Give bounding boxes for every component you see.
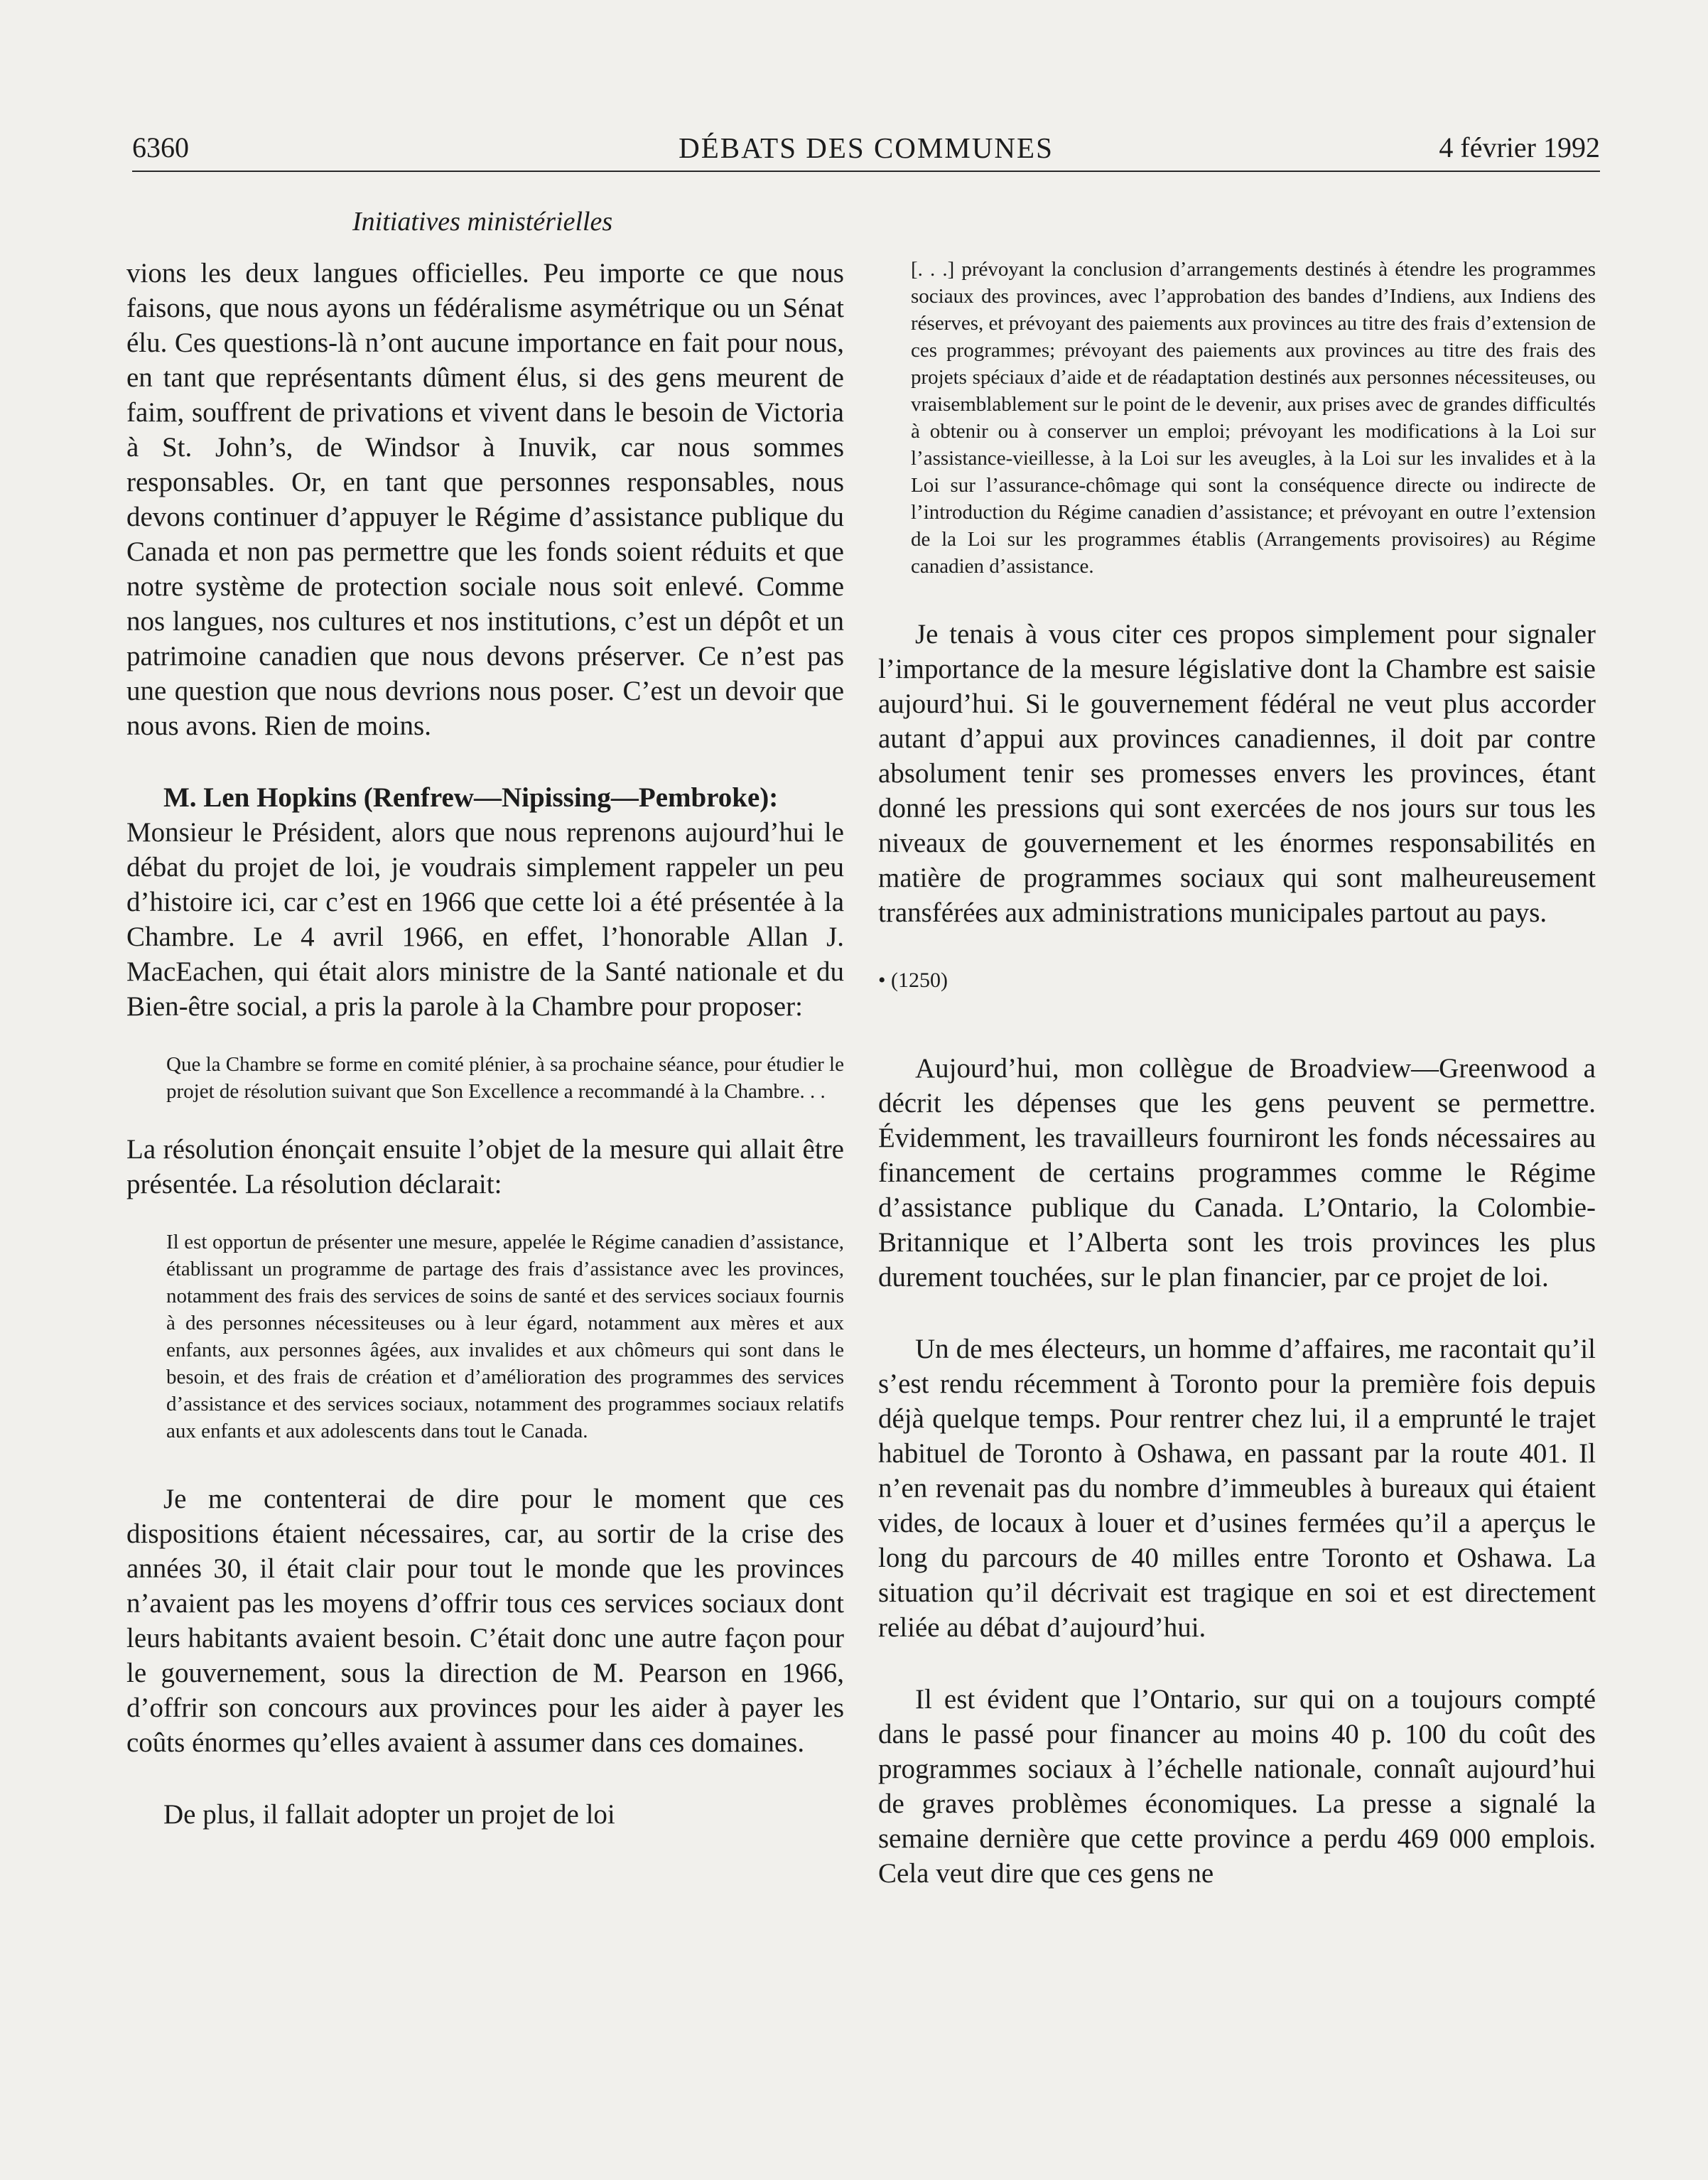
page-number: 6360 (132, 131, 189, 163)
left-column (126, 256, 844, 1832)
speaker-paragraph (126, 780, 844, 815)
time-marker: • (1250) (878, 968, 948, 992)
paragraph: Je tenais à vous citer ces propos simplement pour signaler l’importance de la mesure législative dont la Chambre est saisie aujourd’hui. Si le gouvernement fédéral ne veut plus accorder autant d’appui aux provinces canadiennes, il doit par contre absolument tenir ses promesses envers les provinces, étant donné les pressions qui sont exercées de nos jours sur tous les niveaux de gouvernement et les énormes responsabilités en matière de programmes sociaux qui sont malheureusement transférées aux administrations municipales partout au pays. (878, 619, 1596, 928)
paragraph: Monsieur le Président, alors que nous reprenons aujourd’hui le débat du projet de loi, je voudrais simplement rappeler un peu d’histoire ici, car c’est en 1966 que cette loi a été présentée à la Chambre. Le 4 avril 1966, en effet, l’honorable Allan J. MacEachen, qui était alors ministre de la Santé nationale et du Bien-être social, a pris la parole à la Chambre pour proposer: (126, 817, 844, 1022)
speaker-name: M. Len Hopkins (Renfrew—Nipissing—Pembroke): (163, 782, 779, 813)
paragraph: De plus, il fallait adopter un projet de loi (163, 1799, 615, 1830)
paragraph: Il est évident que l’Ontario, sur qui on a toujours compté dans le passé pour financer au moins 40 p. 100 du coût des programmes sociaux à l’échelle nationale, connaît aujourd’hui de graves problèmes économiques. La presse a signalé la semaine dernière que cette province a perdu 469 000 emplois. Cela veut dire que ces gens ne (878, 1684, 1596, 1889)
issue-date: 4 février 1992 (1439, 131, 1600, 163)
paragraph: Un de mes électeurs, un homme d’affaires, me racontait qu’il s’est rendu récemment à Toronto pour la première fois depuis déjà quelque temps. Pour rentrer chez lui, il a emprunté le trajet habituel de Toronto à Oshawa, en passant par la route 401. Il n’en revenait pas du nombre d’immeubles à bureaux qui étaient vides, de locaux à louer et d’usines fermées qu’il a aperçus le long du parcours de 40 milles entre Toronto et Oshawa. La situation qu’il décrivait est tragique en soi et est directement reliée au débat d’aujourd’hui. (878, 1334, 1596, 1643)
paragraph: Je me contenterai de dire pour le moment que ces dispositions étaient nécessaires, car, au sortir de la crise des années 30, il était clair pour tout le monde que les provinces n’avaient pas les moyens d’offrir tous ces services sociaux dont leurs habitants avaient besoin. C’était donc une autre façon pour le gouvernement, sous la direction de M. Pearson en 1966, d’offrir son concours aux provinces pour les aider à payer les coûts énormes qu’elles avaient à assumer dans ces domaines. (126, 1484, 844, 1758)
right-column (878, 256, 1596, 1891)
paragraph: Aujourd’hui, mon collègue de Broadview—Greenwood a décrit les dépenses que les gens peuvent se permettre. Évidemment, les travailleurs fourniront les fonds nécessaires au financement de certains programmes comme le Régime d’assistance publique du Canada. L’Ontario, la Colombie-Britannique et l’Alberta sont les trois provinces les plus durement touchées, sur le plan financier, par ce projet de loi. (878, 1053, 1596, 1293)
page-header (132, 131, 1600, 171)
header-rule (132, 171, 1600, 172)
block-quote: [. . .] prévoyant la conclusion d’arrangements destinés à étendre les programmes sociaux des provinces, avec l’approbation des bandes d’Indiens, aux Indiens des réserves, et prévoyant des paiements aux provinces au titre des frais d’extension de ces programmes; prévoyant des paiements aux provinces au titre des frais des projets spéciaux d’aide et de réadaptation destinés aux personnes nécessiteuses, ou vraisemblablement sur le point de le devenir, aux prises avec de grandes difficultés à obtenir ou à conserver un emploi; prévoyant les modifications à la Loi sur l’assistance-vieillesse, à la Loi sur les aveugles, à la Loi sur les invalides et à la Loi sur l’assurance-chômage qui sont la conséquence directe ou indirecte de l’introduction du Régime canadien d’assistance; et prévoyant en outre l’extension de la Loi sur les programmes établis (Arrangements provisoires) au Régime canadien d’assistance. (911, 258, 1596, 578)
journal-title: DÉBATS DES COMMUNES (679, 131, 1054, 164)
block-quote: Il est opportun de présenter une mesure, appelée le Régime canadien d’assistance, établissant un programme de partage des frais d’assistance avec les provinces, notamment des frais des services de soins de santé et des services sociaux fournis à des personnes nécessiteuses ou à leur égard, notamment aux mères et aux enfants, aux personnes âgées, aux invalides et aux chômeurs qui sont dans le besoin, et des frais de création et d’amélioration des programmes des services d’assistance et des services sociaux, notamment des programmes sociaux relatifs aux enfants et aux adolescents dans tout le Canada. (166, 1231, 844, 1442)
block-quote: Que la Chambre se forme en comité plénier, à sa prochaine séance, pour étudier le projet de résolution suivant que Son Excellence a recommandé à la Chambre. . . (166, 1053, 844, 1103)
section-title: Initiatives ministérielles (352, 207, 613, 237)
paragraph: La résolution énonçait ensuite l’objet de la mesure qui allait être présentée. La résolution déclarait: (126, 1134, 844, 1199)
paragraph: vions les deux langues officielles. Peu importe ce que nous faisons, que nous ayons un fédéralisme asymétrique ou un Sénat élu. Ces questions-là n’ont aucune importance en fait pour nous, en tant que représentants dûment élus, si des gens meurent de faim, souffrent de privations et vivent dans le besoin de Victoria à St. John’s, de Windsor à Inuvik, car nous sommes responsables. Or, en tant que personnes responsables, nous devons continuer d’appuyer le Régime d’assistance publique du Canada et non pas permettre que les fonds soient réduits et que notre système de protection sociale nous soit enlevé. Comme nos langues, nos cultures et nos institutions, c’est un dépôt et un patrimoine canadien que nous devons préserver. Ce n’est pas une question que nous devrions nous poser. C’est un devoir que nous avons. Rien de moins. (126, 258, 844, 741)
